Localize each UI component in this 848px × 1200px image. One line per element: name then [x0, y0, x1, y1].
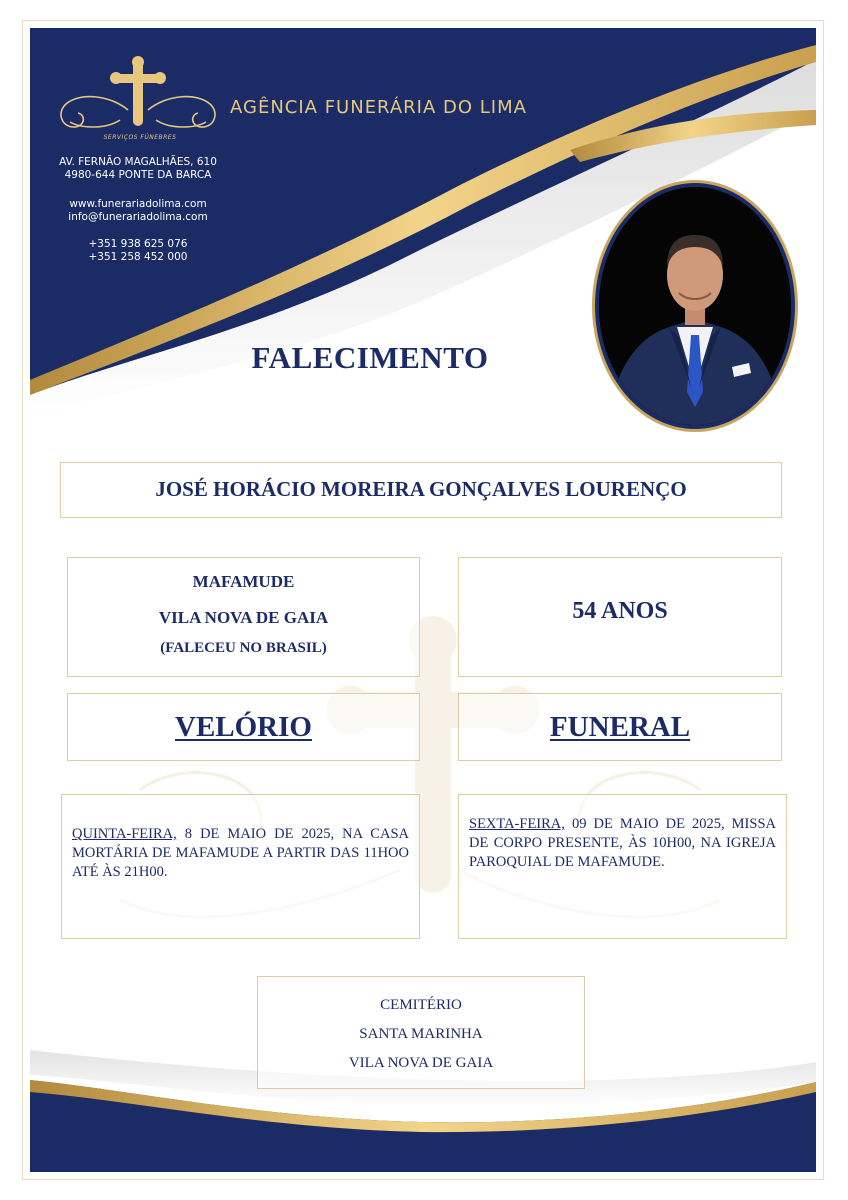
logo-subtitle: SERVIÇOS FÚNEBRES	[103, 134, 177, 141]
address-line-2: 4980-644 PONTE DA BARCA	[64, 169, 212, 181]
location-note: (FALECEU NO BRASIL)	[160, 640, 327, 656]
address-line-1: AV. FERNÃO MAGALHÃES, 610	[59, 156, 217, 168]
deceased-portrait	[595, 183, 795, 429]
deceased-name-box	[60, 462, 782, 518]
location-line-1: MAFAMUDE	[192, 572, 295, 591]
agency-phones	[50, 238, 226, 264]
phone-1[interactable]: +351 938 625 076	[88, 238, 188, 250]
agency-online	[50, 198, 226, 224]
location-line-2: VILA NOVA DE GAIA	[158, 608, 329, 627]
cemetery-line-2: SANTA MARINHA	[359, 1026, 483, 1042]
age-box	[458, 557, 782, 677]
cemetery-line-3: VILA NOVA DE GAIA	[348, 1055, 494, 1071]
agency-address	[50, 156, 226, 182]
funeral-details	[469, 815, 776, 872]
cemetery-line-1: CEMITÉRIO	[380, 997, 462, 1013]
page-title: FALECIMENTO	[251, 340, 489, 375]
funeral-day: SEXTA-FEIRA,	[469, 816, 565, 832]
wake-details	[72, 825, 409, 882]
agency-email-link[interactable]: info@funerariadolima.com	[68, 211, 208, 223]
age-value: 54 ANOS	[572, 598, 668, 624]
wake-heading-box	[67, 693, 420, 761]
funeral-heading-box	[458, 693, 782, 761]
phone-2[interactable]: +351 258 452 000	[88, 251, 188, 263]
cemetery-box	[257, 976, 585, 1089]
wake-details-box	[61, 794, 420, 939]
wake-details-text: 8 DE MAIO DE 2025, NA CASA MORTÁRIA DE MAFAMUDE A PARTIR DAS 11HOO ATÉ ÀS 21H00.	[72, 826, 409, 880]
agency-website-link[interactable]: www.funerariadolima.com	[69, 198, 207, 210]
portrait-image	[599, 187, 791, 425]
funeral-details-box	[458, 794, 787, 939]
wake-day: QUINTA-FEIRA,	[72, 826, 177, 842]
funeral-heading: FUNERAL	[549, 711, 691, 743]
funeral-details-text: 09 DE MAIO DE 2025, MISSA DE CORPO PRESENTE, ÀS 10H00, NA IGREJA PAROQUIAL DE MAFAMUDE.	[469, 816, 776, 870]
agency-name: AGÊNCIA FUNERÁRIA DO LIMA	[230, 97, 527, 118]
location-box	[67, 557, 420, 677]
wake-heading: VELÓRIO	[175, 711, 312, 743]
deceased-name: JOSÉ HORÁCIO MOREIRA GONÇALVES LOURENÇO	[155, 477, 687, 501]
